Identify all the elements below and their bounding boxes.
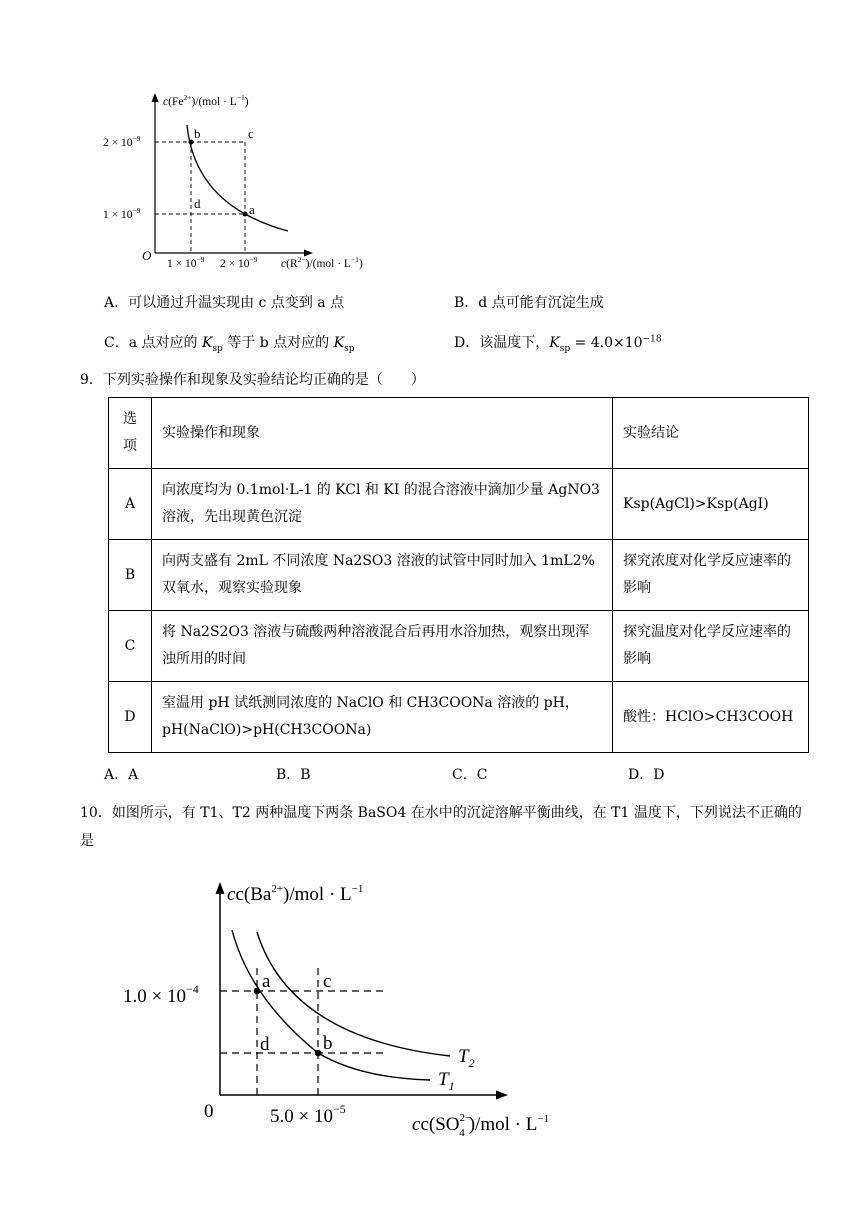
- y-tick-1e-4: $1.0 \times 10^{-4}$: [123, 982, 199, 1007]
- header-operation: 实验操作和现象: [152, 398, 613, 469]
- y-axis-label: $cc(Ba^{2+})$/mol · $L^{-1}$: [227, 883, 364, 905]
- curve-t1: [232, 930, 430, 1080]
- row-operation: 室温用 pH 试纸测同浓度的 NaClO 和 CH3COONa 溶液的 pH，pH(NaClO)>pH(CH3COONa): [152, 682, 613, 753]
- row-conclusion: 探究温度对化学反应速率的影响: [613, 611, 809, 682]
- header-option: 选项: [109, 398, 152, 469]
- row-key: D: [109, 682, 152, 753]
- row-key: A: [109, 469, 152, 540]
- q9-option-a: A．A: [104, 767, 139, 783]
- x-tick-2e-9: $2 \times 10^{-9}$: [220, 255, 258, 270]
- q8-option-a: A．可以通过升温实现由 c 点变到 a 点: [104, 295, 345, 311]
- row-conclusion: Ksp(AgCl)>Ksp(AgI): [613, 469, 809, 540]
- y-axis-label: $c(Fe^{2+})/(mol \cdot L^{-1})$: [163, 93, 249, 108]
- curve-t2-label: $T_2$: [458, 1046, 475, 1070]
- point-a-label: a: [262, 971, 271, 992]
- q9-option-d: D．D: [628, 767, 665, 783]
- point-d-label: d: [194, 196, 201, 211]
- x-axis-label: $c(R^{2-})/(mol \cdot L^{-1})$: [281, 255, 363, 270]
- point-a-marker: [254, 988, 261, 995]
- y-tick-1e-9: $1 \times 10^{-9}$: [103, 206, 141, 221]
- row-conclusion: 酸性：HClO>CH3COOH: [613, 682, 809, 753]
- point-c-label: c: [248, 126, 254, 141]
- row-operation: 向浓度均为 0.1mol·L-1 的 KCl 和 KI 的混合溶液中滴加少量 AgNO3 溶液，先出现黄色沉淀: [152, 469, 613, 540]
- point-b-marker: [189, 140, 194, 145]
- row-key: C: [109, 611, 152, 682]
- y-axis-arrow-icon: [216, 882, 225, 894]
- q8-option-c: C．a 点对应的 $K_{sp}$ 等于 b 点对应的 $K_{sp}$: [104, 335, 355, 354]
- row-operation: 向两支盛有 2mL 不同浓度 Na2SO3 溶液的试管中同时加入 1mL2%双氧水，观察实验现象: [152, 540, 613, 611]
- figure-baso4-solubility: [110, 868, 590, 1158]
- point-b-label: b: [194, 126, 201, 141]
- q10-stem: 10．如图所示，有 T1、T2 两种温度下两条 BaSO4 在水中的沉淀溶解平衡曲线，在 T1 温度下，下列说法不正确的是: [80, 805, 802, 849]
- q9-stem: 9．下列实验操作和现象及实验结论均正确的是（ ）: [80, 372, 425, 388]
- table-header-row: [109, 398, 809, 469]
- q9-option-b: B．B: [276, 767, 311, 783]
- table-row: [109, 540, 809, 611]
- x-tick-5e-5: $5.0 \times 10^{-5}$: [270, 1102, 346, 1127]
- figure-fe-solubility: [95, 85, 405, 275]
- curve-t2: [257, 932, 450, 1056]
- row-conclusion: 探究浓度对化学反应速率的影响: [613, 540, 809, 611]
- row-key: B: [109, 540, 152, 611]
- x-tick-1e-9: $1 \times 10^{-9}$: [167, 255, 205, 270]
- q8-option-d: D．该温度下，$K_{sp} = 4.0\times 10^{-18}$: [454, 334, 662, 354]
- point-a-label: a: [249, 202, 255, 217]
- x-axis-label: $cc(SO^{2-}$ 4 )$/mol \cdot L^{-1}$: [412, 1112, 550, 1139]
- x-axis-arrow-icon: [496, 1091, 508, 1100]
- table-row: [109, 682, 809, 753]
- point-c-label: c: [323, 971, 332, 992]
- header-conclusion: 实验结论: [613, 398, 809, 469]
- row-operation: 将 Na2S2O3 溶液与硫酸两种溶液混合后再用水浴加热，观察出现浑浊所用的时间: [152, 611, 613, 682]
- y-axis-arrow-icon: [152, 93, 159, 102]
- table-row: [109, 611, 809, 682]
- point-b-label: b: [323, 1033, 333, 1054]
- q8-option-b: B．d 点可能有沉淀生成: [454, 295, 604, 311]
- point-b-marker: [315, 1050, 322, 1057]
- point-d-label: d: [260, 1034, 270, 1055]
- table-row: [109, 469, 809, 540]
- guide-lines: [220, 968, 385, 1095]
- q9-table: [108, 397, 809, 753]
- origin-label: O: [142, 248, 152, 263]
- q9-option-c: C．C: [452, 767, 488, 783]
- point-a-marker: [243, 212, 248, 217]
- origin-label: 0: [204, 1101, 214, 1122]
- curve-t1-label: $T_1$: [438, 1069, 455, 1093]
- y-tick-2e-9: $2 \times 10^{-9}$: [103, 134, 141, 149]
- solubility-curve: [187, 125, 288, 231]
